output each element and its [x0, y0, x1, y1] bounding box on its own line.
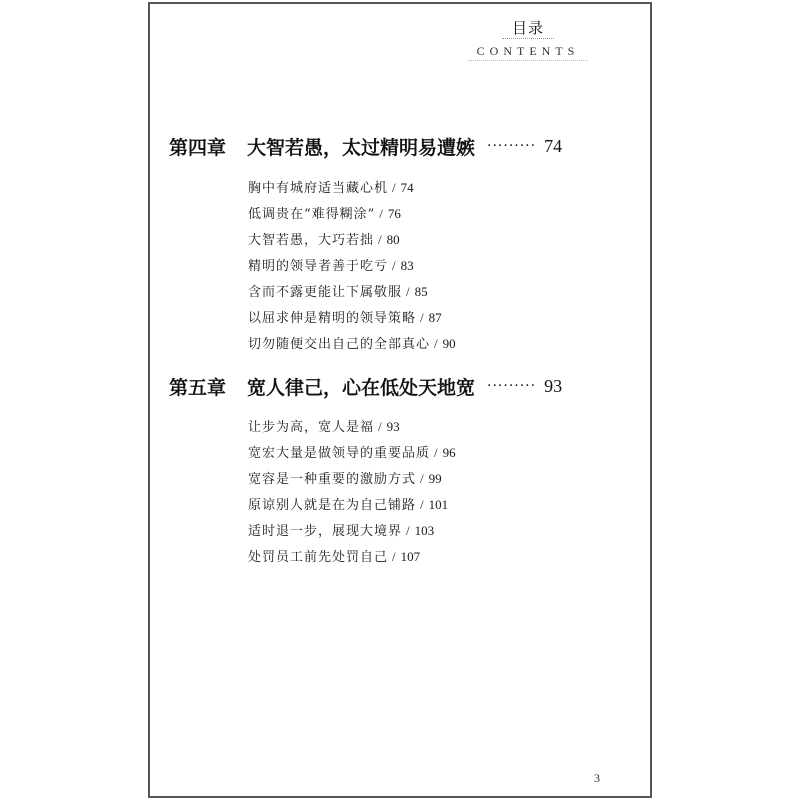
- section-title: 切勿随便交出自己的全部真心: [248, 337, 431, 352]
- section-title: 宽宏大量是做领导的重要品质: [248, 446, 431, 461]
- section-page: 76: [387, 206, 401, 221]
- section-title: 让步为高，宽人是福: [248, 420, 375, 435]
- section-entry[interactable]: [248, 257, 414, 276]
- section-title: 胸中有城府适当藏心机: [248, 181, 389, 196]
- leader-dots: ·········: [487, 378, 537, 394]
- section-title: 以屈求伸是精明的领导策略: [248, 311, 417, 326]
- book-page: [148, 2, 652, 798]
- section-page: 103: [414, 523, 435, 538]
- separator: /: [420, 497, 425, 512]
- section-entry[interactable]: [248, 496, 448, 515]
- chapter-4-entry[interactable]: [169, 132, 589, 160]
- section-entry[interactable]: [248, 522, 434, 541]
- section-page: 74: [400, 180, 414, 195]
- section-title: 精明的领导者善于吃亏: [248, 259, 389, 274]
- page-number: 3: [594, 771, 600, 785]
- section-page: 96: [442, 445, 456, 460]
- section-page: 80: [386, 232, 400, 247]
- section-page: 93: [386, 419, 400, 434]
- toc-heading: [468, 18, 588, 61]
- chapter-5-entry[interactable]: [169, 372, 589, 400]
- separator: /: [392, 258, 397, 273]
- section-entry[interactable]: [248, 335, 456, 354]
- section-entry[interactable]: [248, 309, 442, 328]
- section-entry[interactable]: [248, 548, 420, 567]
- chapter-number: 第五章: [169, 376, 227, 399]
- separator: /: [379, 206, 384, 221]
- separator: /: [420, 471, 425, 486]
- chapter-number: 第四章: [169, 136, 227, 159]
- section-title: 原谅别人就是在为自己铺路: [248, 498, 417, 513]
- separator: /: [434, 336, 439, 351]
- section-title: 适时退一步，展现大境界: [248, 524, 403, 539]
- section-title: 处罚员工前先处罚自己: [248, 550, 389, 565]
- section-page: 107: [400, 549, 421, 564]
- toc-title-en: CONTENTS: [468, 43, 588, 61]
- section-title: 大智若愚，大巧若拙: [248, 233, 375, 248]
- leader-dots: ·········: [487, 138, 537, 154]
- section-page: 83: [400, 258, 414, 273]
- section-entry[interactable]: [248, 205, 401, 224]
- section-entry[interactable]: [248, 470, 442, 489]
- section-entry[interactable]: [248, 231, 400, 250]
- toc-title-cn: 目录: [502, 19, 554, 39]
- section-page: 85: [414, 284, 428, 299]
- chapter-title: 宽人律己，心在低处天地宽: [247, 376, 476, 399]
- section-page: 101: [428, 497, 449, 512]
- separator: /: [392, 549, 397, 564]
- chapter-title: 大智若愚，太过精明易遭嫉: [247, 136, 476, 159]
- section-page: 90: [442, 336, 456, 351]
- section-page: 87: [428, 310, 442, 325]
- section-title: 含而不露更能让下属敬服: [248, 285, 403, 300]
- section-title: 低调贵在“难得糊涂”: [248, 207, 376, 222]
- separator: /: [378, 232, 383, 247]
- separator: /: [434, 445, 439, 460]
- separator: /: [392, 180, 397, 195]
- section-page: 99: [428, 471, 442, 486]
- separator: /: [406, 284, 411, 299]
- section-entry[interactable]: [248, 179, 414, 198]
- separator: /: [378, 419, 383, 434]
- chapter-page: 93: [544, 375, 563, 396]
- separator: /: [406, 523, 411, 538]
- section-entry[interactable]: [248, 283, 428, 302]
- section-entry[interactable]: [248, 444, 456, 463]
- section-title: 宽容是一种重要的激励方式: [248, 472, 417, 487]
- separator: /: [420, 310, 425, 325]
- chapter-page: 74: [544, 135, 563, 156]
- section-entry[interactable]: [248, 418, 400, 437]
